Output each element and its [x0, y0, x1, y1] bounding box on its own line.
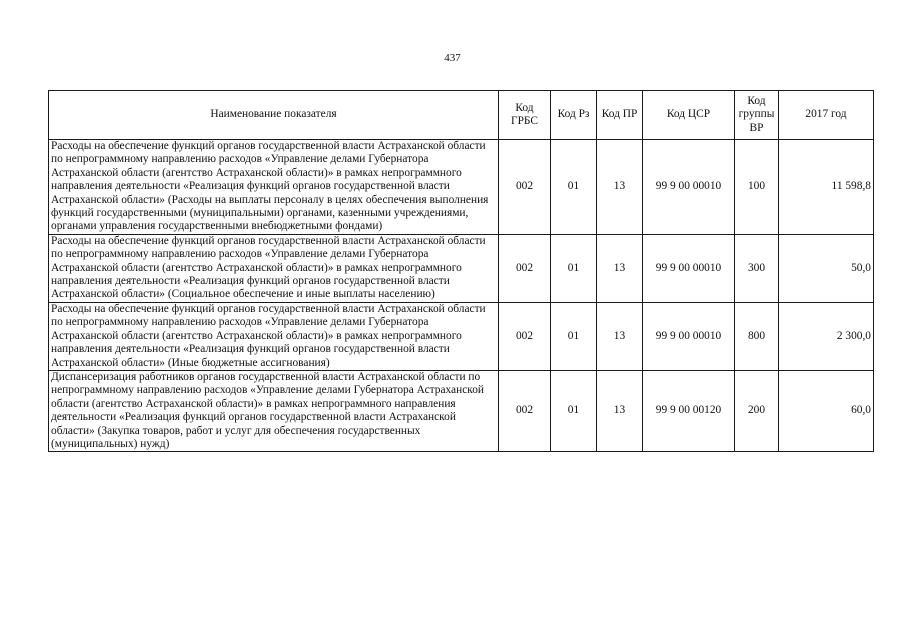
row-grbs: 002 — [499, 140, 551, 235]
row-name: Расходы на обеспечение функций органов государственной власти Астраханской области по непрограммному направлению расходов «Управление делами Губернатора Астраханской области (агентство Астраханской области)» в рамках непрограммного направления деятельности «Реализация функций органов государственной власти Астраханской области» (Иные бюджетные ассигнования) — [49, 302, 499, 370]
header-csr: Код ЦСР — [643, 91, 735, 140]
row-pr: 13 — [597, 302, 643, 370]
row-grbs: 002 — [499, 234, 551, 302]
row-rz: 01 — [551, 302, 597, 370]
row-vr: 100 — [735, 140, 779, 235]
header-rz: Код Рз — [551, 91, 597, 140]
row-pr: 13 — [597, 370, 643, 451]
header-name: Наименование показателя — [49, 91, 499, 140]
table-row — [49, 370, 874, 451]
row-csr: 99 9 00 00120 — [643, 370, 735, 451]
row-csr: 99 9 00 00010 — [643, 140, 735, 235]
row-amount: 11 598,8 — [779, 140, 874, 235]
row-vr: 200 — [735, 370, 779, 451]
row-grbs: 002 — [499, 370, 551, 451]
row-pr: 13 — [597, 140, 643, 235]
header-grbs: Код ГРБС — [499, 91, 551, 140]
row-name: Диспансеризация работников органов государственной власти Астраханской области по непрограммному направлению расходов «Управление делами Губернатора Астраханской области (агентство Астраханской области)» в рамках непрограммного направления деятельности «Реализация функций органов государственной власти Астраханской области» (Закупка товаров, работ и услуг для обеспечения государственных (муниципальных) нужд) — [49, 370, 499, 451]
row-amount: 2 300,0 — [779, 302, 874, 370]
row-name: Расходы на обеспечение функций органов государственной власти Астраханской области по непрограммному направлению расходов «Управление делами Губернатора Астраханской области (агентство Астраханской области)» в рамках непрограммного направления деятельности «Реализация функций органов государственной власти Астраханской области» (Расходы на выплаты персоналу в целях обеспечения выполнения функций государственными (муниципальными) органами, казенными учреждениями, органами управления государственными внебюджетными фондами) — [49, 140, 499, 235]
row-amount: 60,0 — [779, 370, 874, 451]
budget-table — [48, 90, 874, 452]
row-pr: 13 — [597, 234, 643, 302]
row-csr: 99 9 00 00010 — [643, 302, 735, 370]
header-year: 2017 год — [779, 91, 874, 140]
table-row — [49, 302, 874, 370]
row-vr: 800 — [735, 302, 779, 370]
header-pr: Код ПР — [597, 91, 643, 140]
header-vr: Код группы ВР — [735, 91, 779, 140]
row-rz: 01 — [551, 234, 597, 302]
row-rz: 01 — [551, 140, 597, 235]
table-row — [49, 234, 874, 302]
table-row — [49, 140, 874, 235]
row-rz: 01 — [551, 370, 597, 451]
row-vr: 300 — [735, 234, 779, 302]
row-grbs: 002 — [499, 302, 551, 370]
row-amount: 50,0 — [779, 234, 874, 302]
page-number: 437 — [444, 52, 461, 64]
row-name: Расходы на обеспечение функций органов государственной власти Астраханской области по непрограммному направлению расходов «Управление делами Губернатора Астраханской области (агентство Астраханской области)» в рамках непрограммного направления деятельности «Реализация функций органов государственной власти Астраханской области» (Социальное обеспечение и иные выплаты населению) — [49, 234, 499, 302]
table-header-row — [49, 91, 874, 140]
row-csr: 99 9 00 00010 — [643, 234, 735, 302]
